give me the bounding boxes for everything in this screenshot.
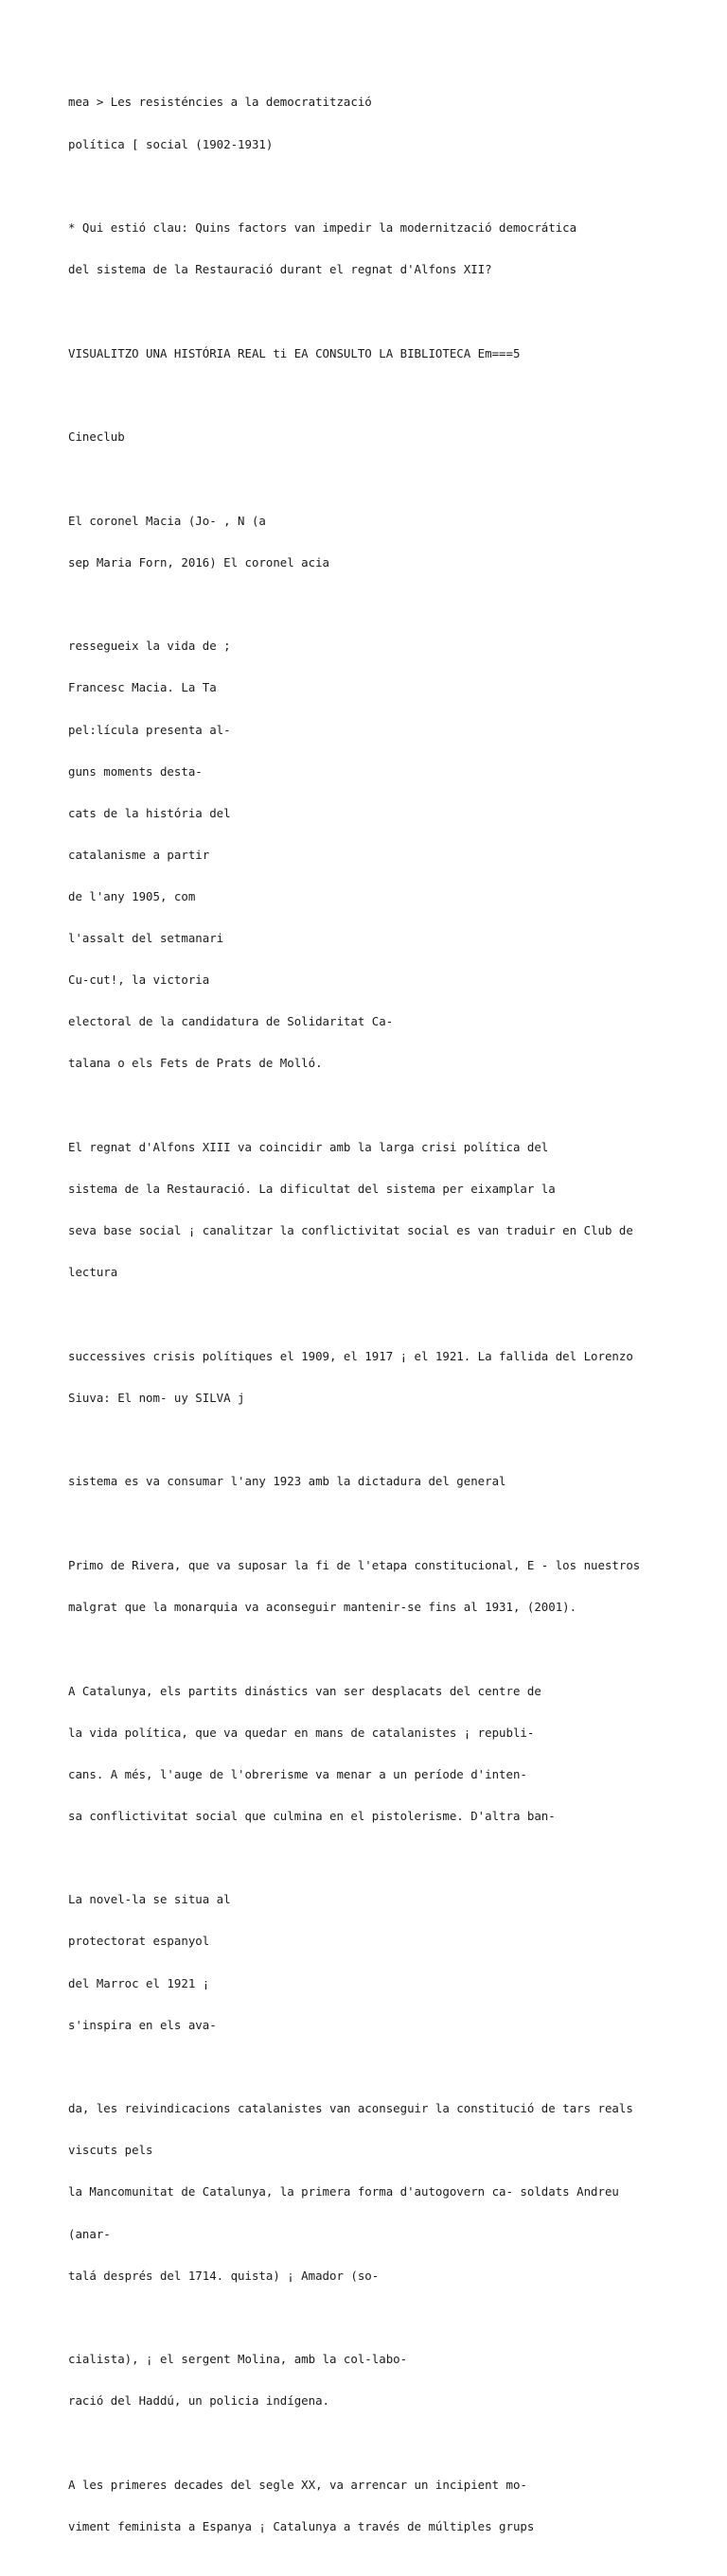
text-line: viment feminista a Espanya ¡ Catalunya a través de múltiples grups: [68, 2518, 535, 2533]
text-line: sistema es va consumar l'any 1923 amb la dictadura del general: [68, 1474, 506, 1489]
text-line: s'inspira en els ava-: [68, 2017, 217, 2032]
text-line: catalanisme a partir: [68, 847, 210, 862]
text-line: A Catalunya, els partits dinástics van ser desplacats del centre de: [68, 1683, 541, 1698]
text-line: successives crisis polítiques el 1909, el 1917 ¡ el 1921. La fallida del Lorenzo: [68, 1348, 633, 1363]
text-line: mea > Les resisténcies a la democratització: [68, 95, 372, 110]
film-summary: [68, 612, 659, 1099]
text-line: cans. A més, l'auge de l'obrerisme va menar a un període d'inten-: [68, 1766, 527, 1781]
text-line: cialista), ¡ el sergent Molina, amb la col-labo-: [68, 2352, 408, 2367]
cineclub-label: [68, 403, 659, 473]
banner-line: [68, 319, 659, 389]
text-line: sep Maria Forn, 2016) El coronel acia: [68, 554, 330, 570]
text-line: ració del Haddú, un policia indígena.: [68, 2393, 330, 2409]
text-line: sa conflictivitat social que culmina en el pistolerisme. D'altra ban-: [68, 1808, 556, 1823]
body-paragraph: [68, 2325, 659, 2437]
text-line: Primo de Rivera, que va suposar la fi de l'etapa constitucional, E - los nuestros: [68, 1557, 641, 1572]
document-page: [68, 68, 659, 2576]
text-line: VISUALITZO UNA HISTÓRIA REAL ti EA CONSULTO LA BIBLIOTECA Em===5: [68, 345, 521, 360]
text-line: de l'any 1905, com: [68, 888, 196, 903]
text-line: del sistema de la Restauració durant el regnat d'Alfons XII?: [68, 262, 492, 277]
body-paragraph: [68, 1447, 659, 1517]
body-paragraph: [68, 1532, 659, 1643]
body-paragraph: [68, 1322, 659, 1433]
text-line: A les primeres decades del segle XX, va arrencar un incipient mo-: [68, 2477, 527, 2492]
text-line: la Mancomunitat de Catalunya, la primera forma d'autogovern ca- soldats Andreu: [68, 2184, 619, 2199]
section-heading: [68, 68, 659, 180]
text-line: seva base social ¡ canalitzar la conflictivitat social es van traduir en Club de: [68, 1223, 633, 1238]
text-line: La novel-la se situa al: [68, 1892, 231, 1907]
text-line: Francesc Macia. La Ta: [68, 680, 217, 695]
text-line: l'assalt del setmanari: [68, 931, 224, 946]
text-line: pel:lícula presenta al-: [68, 722, 231, 737]
text-line: El regnat d'Alfons XIII va coincidir amb la larga crisi política del: [68, 1139, 549, 1154]
text-line: El coronel Macia (Jo- , N (a: [68, 513, 266, 528]
text-line: talá després del 1714. quista) ¡ Amador (so-: [68, 2268, 380, 2283]
text-line: Siuva: El nom- uy SILVA j: [68, 1390, 245, 1405]
text-line: política [ social (1902-1931): [68, 136, 274, 151]
key-question: [68, 194, 659, 306]
body-paragraph: [68, 2075, 659, 2311]
body-paragraph: [68, 1113, 659, 1308]
text-line: protectorat espanyol: [68, 1934, 210, 1949]
text-line: (anar-: [68, 2226, 111, 2241]
text-line: la vida política, que va quedar en mans de catalanistes ¡ republi-: [68, 1725, 535, 1740]
body-paragraph: [68, 2450, 659, 2562]
text-line: guns moments desta-: [68, 763, 203, 779]
text-line: * Qui estió clau: Quins factors van impedir la modernització democrática: [68, 220, 577, 236]
text-line: da, les reivindicacions catalanistes van aconseguir la constitució de tars reals: [68, 2101, 633, 2116]
text-line: ressegueix la vida de ;: [68, 639, 231, 654]
body-paragraph: [68, 1656, 659, 1851]
film-reference: [68, 486, 659, 598]
text-line: sistema de la Restauració. La dificultat del sistema per eixamplar la: [68, 1182, 556, 1197]
text-line: electoral de la candidatura de Solidaritat Ca-: [68, 1014, 394, 1029]
novel-sidebar: [68, 1866, 659, 2060]
text-line: Cu-cut!, la victoria: [68, 973, 210, 988]
text-line: Cineclub: [68, 429, 125, 445]
text-line: cats de la história del: [68, 805, 231, 820]
text-line: del Marroc el 1921 ¡: [68, 1975, 210, 1990]
text-line: talana o els Fets de Prats de Molló.: [68, 1056, 323, 1071]
text-line: viscuts pels: [68, 2143, 153, 2158]
text-line: lectura: [68, 1265, 118, 1280]
text-line: malgrat que la monarquia va aconseguir mantenir-se fins al 1931, (2001).: [68, 1600, 577, 1615]
